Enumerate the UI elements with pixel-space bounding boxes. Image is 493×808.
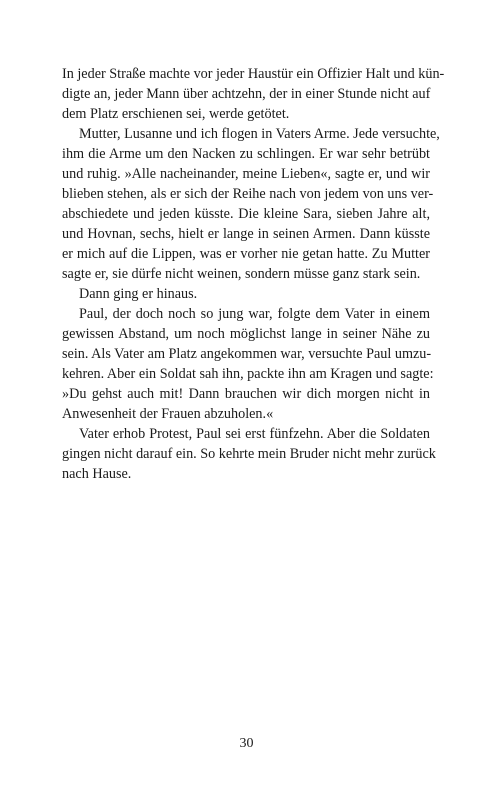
text-line: Mutter, Lusanne und ich flogen in Vaters Arme. Jede versuchte, xyxy=(79,126,440,142)
text-line: sein. Als Vater am Platz angekommen war, versuchte Paul umzu- xyxy=(62,346,432,362)
text-line: Vater erhob Protest, Paul sei erst fünfzehn. Aber die Soldaten xyxy=(79,426,430,442)
text-line: Dann ging er hinaus. xyxy=(79,286,198,302)
text-line: blieben stehen, als er sich der Reihe nach von jedem von uns ver- xyxy=(62,186,434,202)
text-line: er mich auf die Lippen, was er vorher nie getan hatte. Zu Mutter xyxy=(62,246,430,262)
text-line: gewissen Abstand, um noch möglichst lange in seiner Nähe zu xyxy=(62,326,430,342)
text-line: Paul, der doch noch so jung war, folgte dem Vater in einem xyxy=(79,306,430,322)
body-text xyxy=(62,64,445,484)
text-line: ihm die Arme um den Nacken zu schlingen. Er war sehr betrübt xyxy=(62,146,430,162)
text-line: gingen nicht darauf ein. So kehrte mein Bruder nicht mehr zurück xyxy=(62,446,436,462)
text-line: sagte er, sie dürfe nicht weinen, sondern müsse ganz stark sein. xyxy=(62,266,421,282)
text-line: In jeder Straße machte vor jeder Haustür ein Offizier Halt und kün- xyxy=(62,66,445,82)
page-number: 30 xyxy=(239,736,254,751)
text-line: kehren. Aber ein Soldat sah ihn, packte ihn am Kragen und sagte: xyxy=(62,366,434,382)
text-line: Anwesenheit der Frauen abzuholen.« xyxy=(62,406,274,422)
text-line: nach Hause. xyxy=(62,466,132,482)
text-line: digte an, jeder Mann über achtzehn, der in einer Stunde nicht auf xyxy=(62,86,431,102)
text-line: »Du gehst auch mit! Dann brauchen wir dich morgen nicht in xyxy=(62,386,430,402)
text-line: und Hovnan, sechs, hielt er lange in seinen Armen. Dann küsste xyxy=(62,226,430,242)
text-line: dem Platz erschienen sei, werde getötet. xyxy=(62,106,290,122)
text-line: und ruhig. »Alle nacheinander, meine Lieben«, sagte er, und wir xyxy=(62,166,430,182)
text-line: abschiedete und jeden küsste. Die kleine Sara, sieben Jahre alt, xyxy=(62,206,430,222)
